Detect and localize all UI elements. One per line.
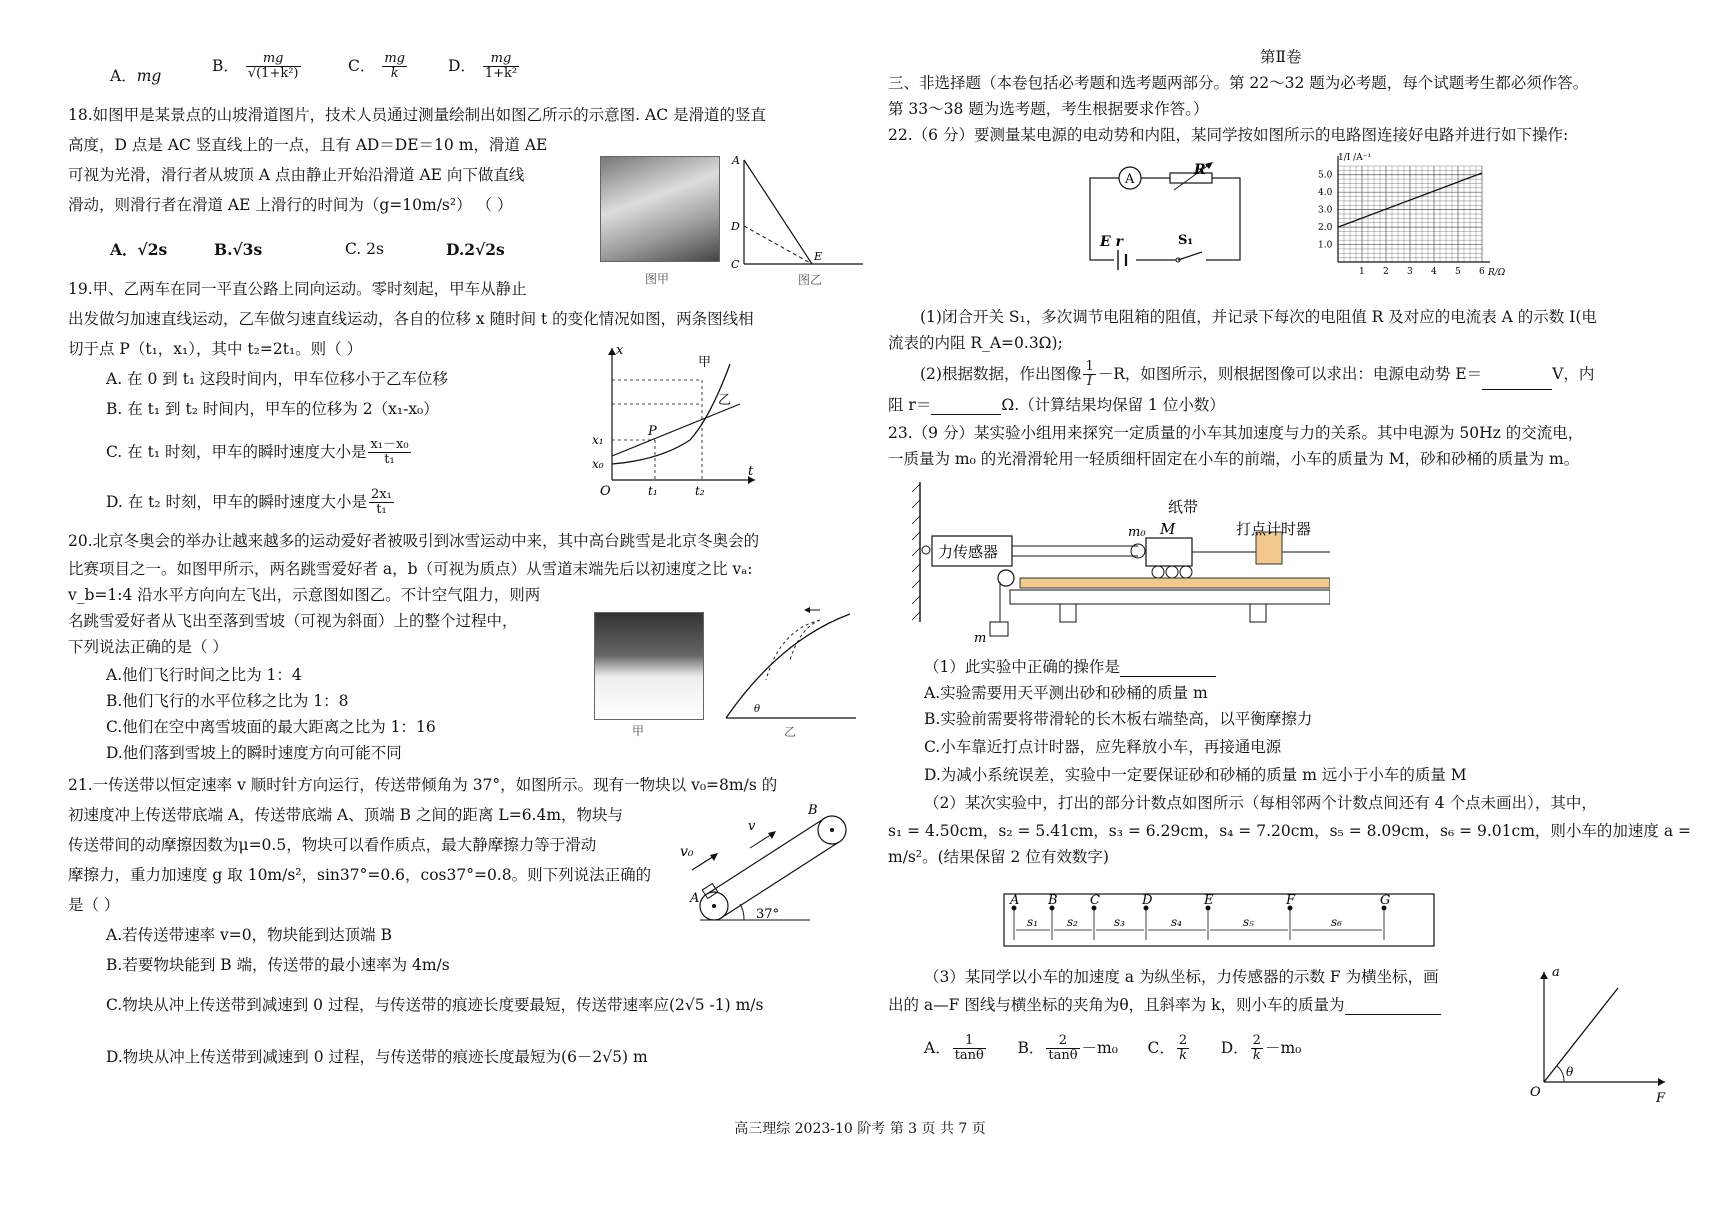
point-a-label: A [690, 891, 700, 906]
tape-segment-label: s₂ [1067, 915, 1078, 929]
af-origin-label: O [1530, 1085, 1541, 1100]
q23-part-1-option-c: C.小车靠近打点计时器，应先释放小车，再接通电源 [924, 738, 1282, 756]
af-a-label: a [1552, 966, 1560, 980]
ski-slope-diagram [720, 600, 860, 740]
tape-point-label: E [1204, 893, 1214, 908]
q20-option-b: B.他们飞行的水平位移之比为 1：8 [106, 692, 349, 710]
q19-line-2: 出发做匀加速直线运动，乙车做匀速直线运动，各自的位移 x 随时间 t 的变化情况如图，两条图线相 [68, 310, 754, 328]
paper-tape-label: 纸带 [1168, 498, 1199, 516]
q20-option-d: D.他们落到雪坡上的瞬时速度方向可能不同 [106, 744, 402, 762]
q18-option-b: B.√3s [214, 240, 263, 259]
q20-line-2: 比赛项目之一。如图甲所示，两名跳雪爱好者 a，b（可视为质点）从雪道末端先后以初速度之比 vₐ: [68, 560, 753, 578]
q19-line-1: 19.甲、乙两车在同一平直公路上同向运动。零时刻起，甲车从静止 [68, 280, 527, 298]
q23-part-2-line-1: （2）某次实验中，打出的部分计数点如图所示（每相邻两个计数点间还有 4 个点未画出），其中， [924, 794, 1597, 812]
page-footer: 高三理综 2023-10 阶考 第 3 页 共 7 页 [734, 1121, 986, 1137]
q17-option-b: B． $\frac{mg}{\text{√(1+k²)}}$ [212, 51, 299, 82]
graph-jia-label: 甲 [698, 355, 712, 370]
q23-part-1-option-b: B.实验前需要将带滑轮的长木板右端垫高，以平衡摩擦力 [924, 710, 1313, 728]
q19-line-3: 切于点 P（t₁，x₁），其中 t₂=2t₁。则（ ） [68, 340, 363, 358]
point-a-label: A [732, 154, 740, 167]
tape-segment-label: s₅ [1243, 915, 1254, 929]
mass-m-label: m [974, 631, 987, 646]
point-d-label: D [731, 220, 740, 233]
graph-t1-label: t₁ [648, 484, 658, 498]
af-theta-label: θ [1566, 1065, 1574, 1079]
part-2-title: 第Ⅱ卷 [1260, 48, 1302, 66]
q23-part-3-blank[interactable] [1345, 999, 1441, 1016]
apparatus-diagram [910, 482, 1330, 652]
q23-part-2-line-2: s₁ = 4.50cm，s₂ = 5.41cm，s₃ = 6.29cm，s₄ = 7.20cm，s₅ = 8.09cm，s₆ = 9.01cm，则小车的加速度 a = [888, 822, 1691, 840]
graph-x-axis-label: x [616, 343, 624, 358]
q22-step-1-line-2: 流表的内阻 R_A=0.3Ω); [888, 334, 1063, 352]
tape-segment-label: s₃ [1114, 915, 1125, 929]
x-t-graph [590, 340, 760, 500]
tape-point-label: D [1142, 893, 1153, 908]
q21-line-4: 摩擦力，重力加速度 g 取 10m/s²，sin37°=0.6，cos37°=0.8。则下列说法正确的 [68, 866, 652, 884]
graph-t-axis-label: t [748, 464, 754, 479]
q19-option-b: B. 在 t₁ 到 t₂ 时间内，甲车的位移为 2（x₁-x₀） [106, 400, 439, 418]
q20-line-4: 名跳雪爱好者从飞出至落到雪坡（可视为斜面）上的整个过程中， [68, 612, 518, 630]
right-column [880, 0, 1720, 1214]
graph-origin-label: O [600, 484, 611, 499]
slide-photo [600, 156, 720, 262]
x-tick-label: 6 [1479, 267, 1485, 277]
q20-line-1: 20.北京冬奥会的举办让越来越多的运动爱好者被吸引到冰雪运动中来，其中高台跳雪是北京冬奥会的 [68, 532, 760, 550]
y-tick-label: 3.0 [1318, 205, 1333, 216]
q20-fig-yi-label: 乙 [784, 725, 797, 739]
y-tick-label: 5.0 [1318, 170, 1333, 181]
q23-part-1-blank[interactable] [1120, 661, 1216, 678]
q20-option-a: A.他们飞行时间之比为 1：4 [106, 666, 302, 684]
q18-line-4: 滑动，则滑行者在滑道 AE 上滑行的时间为（g=10m/s²） （ ） [68, 196, 513, 214]
part-2-line-2: 第 33～38 题为选考题，考生根据要求作答。） [888, 100, 1209, 118]
q21-option-d: D.物块从冲上传送带到减速到 0 过程，与传送带的痕迹长度最短为(6－2√5) m [106, 1048, 648, 1066]
circuit-diagram [1080, 160, 1260, 270]
q20-line-5: 下列说法正确的是（ ） [68, 638, 228, 656]
switch-label: S₁ [1178, 233, 1194, 248]
ammeter-label: A [1125, 172, 1135, 187]
v0-label: v₀ [680, 844, 694, 860]
q18-line-2: 高度，D 点是 AC 竖直线上的一点，且有 AD＝DE＝10 m，滑道 AE [68, 136, 548, 154]
point-e-label: E [814, 250, 823, 263]
x-tick-label: 2 [1383, 267, 1389, 277]
force-sensor-label: 力传感器 [938, 543, 999, 561]
q23-line-1: 23.（9 分）某实验小组用来探究一定质量的小车其加速度与力的关系。其中电源为 50Hz 的交流电， [888, 424, 1584, 442]
q23-part-1-option-a: A.实验需要用天平测出砂和砂桶的质量 m [924, 684, 1208, 702]
q23-part-2-line-3: m/s²。(结果保留 2 位有效数字) [888, 848, 1109, 866]
emf-answer-blank[interactable] [1482, 373, 1552, 390]
x-tick-label: 4 [1431, 267, 1437, 277]
x-tick-label: 5 [1455, 267, 1461, 277]
tape-diagram [1000, 886, 1440, 956]
graph-x1-label: x₁ [592, 433, 604, 447]
tape-segment-label: s₄ [1171, 915, 1182, 929]
conveyor-diagram [680, 800, 860, 930]
y-tick-label: 1.0 [1318, 240, 1333, 251]
q19-option-d: D. 在 t₂ 时刻，甲车的瞬时速度大小是 $\frac{\text{2x₁}}{\text{t₁}}$ [106, 487, 392, 518]
q21-option-b: B.若要物块能到 B 端，传送带的最小速率为 4m/s [106, 956, 450, 974]
v-label: v [748, 819, 756, 834]
r-inverse-i-graph [1310, 150, 1510, 290]
fig-yi-label: 图乙 [798, 273, 823, 287]
tape-point-label: B [1048, 893, 1058, 908]
q22-step-1-line-1: (1)闭合开关 S₁，多次调节电阻箱的阻值，并记录下每次的电阻值 R 及对应的电流表 A 的示数 I(电 [920, 308, 1597, 326]
q20-line-3: v_b=1:4 沿水平方向向左飞出，示意图如图乙。不计空气阻力，则两 [68, 586, 541, 604]
q21-option-a: A.若传送带速率 v=0，物块能到达顶端 B [106, 926, 392, 944]
q18-option-c: C. 2s [345, 240, 384, 258]
tape-point-label: A [1010, 893, 1020, 908]
q23-line-2: 一质量为 m₀ 的光滑滑轮用一轻质细杆固定在小车的前端，小车的质量为 M，砂和砂桶的质量为 m。 [888, 450, 1580, 468]
point-b-label: B [808, 803, 818, 818]
tape-segment-label: s₁ [1027, 915, 1038, 929]
q17-option-a: A．mg [110, 67, 162, 85]
q17-option-d: D． $\frac{mg}{\text{1+k²}}$ [448, 51, 518, 82]
q17-option-c: C． $\frac{mg}{k}$ [348, 51, 405, 82]
q23-part-1-option-d: D.为减小系统误差，实验中一定要保证砂和砂桶的质量 m 远小于小车的质量 M [924, 766, 1467, 784]
q18-line-3: 可视为光滑，滑行者从坡顶 A 点由静止开始沿滑道 AE 向下做直线 [68, 166, 525, 184]
point-c-label: C [731, 258, 740, 271]
q23-part-3-line-1: （3）某同学以小车的加速度 a 为纵坐标，力传感器的示数 F 为横坐标，画 [924, 968, 1439, 986]
x-tick-label: 3 [1407, 267, 1413, 277]
q23-part-3-options [924, 1034, 1301, 1064]
angle-label: 37° [756, 907, 780, 922]
q22-intro: 22.（6 分）要测量某电源的电动势和内阻，某同学按如图所示的电路图连接好电路并进行如下操作: [888, 126, 1569, 144]
q18-line-1: 18.如图甲是某景点的山坡滑道图片，技术人员通过测量绘制出如图乙所示的示意图. AC 是滑道的竖直 [68, 106, 766, 124]
y-tick-label: 2.0 [1318, 223, 1333, 234]
q23-part-1: （1）此实验中正确的操作是 [924, 658, 1216, 677]
q23-p3-option-a: A． $\frac{1}{\tan\theta}$ [924, 1033, 984, 1064]
q19-option-c: C. 在 t₁ 时刻，甲车的瞬时速度大小是 $\frac{\text{x₁－x₀}}{\text{t₁}}$ [106, 437, 409, 468]
q21-line-2: 初速度冲上传送带底端 A，传送带底端 A、顶端 B 之间的距离 L=6.4m，物块与 [68, 806, 624, 824]
source-label: E r [1100, 234, 1123, 250]
graph-grid [1338, 166, 1482, 262]
ski-jump-photo [594, 612, 704, 720]
q23-part-3-line-2: 出的 a—F 图线与横坐标的夹角为θ，且斜率为 k，则小车的质量为 [888, 996, 1441, 1015]
af-f-label: F [1656, 1091, 1666, 1106]
tape-segment-label: s₆ [1331, 915, 1342, 929]
q22-step-2-line-2: 阻 r＝ Ω.（计算结果均保留 1 位小数） [888, 396, 1225, 414]
graph-ticks [1318, 171, 1485, 277]
graph-x0-label: x₀ [592, 457, 604, 471]
resistance-answer-blank[interactable] [931, 399, 1001, 416]
a-f-graph [1520, 966, 1670, 1106]
tape-points [1009, 893, 1390, 940]
x-tick-label: 1 [1359, 267, 1365, 277]
graph-p-label: P [648, 424, 657, 439]
q21-line-3: 传送带间的动摩擦因数为μ=0.5，物块可以看作质点，最大静摩擦力等于滑动 [68, 836, 597, 854]
part-2-line-1: 三、非选择题（本卷包括必考题和选考题两部分。第 22～32 题为必考题，每个试题考生都必须作答。 [888, 74, 1589, 92]
q23-p3-option-d: D． $\frac{2}{k}$ －m₀ [1220, 1033, 1302, 1064]
timer-label: 打点计时器 [1236, 520, 1312, 538]
q21-line-5: 是（ ） [68, 896, 120, 914]
slope-diagram [728, 150, 868, 290]
q20-option-c: C.他们在空中离雪坡面的最大距离之比为 1：16 [106, 718, 436, 736]
tape-point-label: F [1286, 893, 1296, 908]
q18-option-a: A．√2s [110, 240, 168, 259]
q20-fig-jia-label: 甲 [632, 724, 645, 738]
q23-p3-option-c: C． $\frac{2}{k}$ [1147, 1033, 1188, 1064]
slope-theta-label: θ [754, 704, 761, 715]
y-tick-label: 4.0 [1318, 188, 1333, 199]
tape-point-label: G [1380, 893, 1391, 908]
fig-jia-label: 图甲 [645, 272, 670, 286]
graph-yi-label: 乙 [718, 393, 732, 408]
graph-x-label: R/Ω [1488, 268, 1506, 278]
q22-step-2-line: (2)根据数据，作出图像 $\frac{1}{I}$ －R，如图所示，则根据图像可以求出：电源电动势 E＝ V，内 [920, 359, 1595, 390]
cart-m-label: M [1160, 520, 1176, 538]
q21-line-1: 21.一传送带以恒定速率 v 顺时针方向运行，传送带倾角为 37°，如图所示。现有一物块以 v₀=8m/s 的 [68, 776, 778, 794]
tape-point-label: C [1090, 893, 1100, 908]
graph-y-label: 1/I /A⁻¹ [1338, 153, 1372, 163]
graph-t2-label: t₂ [695, 484, 705, 498]
rheostat-label: R [1194, 162, 1206, 178]
q21-option-c: C.物块从冲上传送带到减速到 0 过程，与传送带的痕迹长度要最短，传送带速率应(2√5 -1) m/s [106, 996, 764, 1014]
m0-label: m₀ [1128, 525, 1146, 540]
q23-p3-option-b: B． $\frac{2}{\tan\theta}$ －m₀ [1017, 1033, 1118, 1064]
q19-option-a: A. 在 0 到 t₁ 这段时间内，甲车位移小于乙车位移 [106, 370, 449, 388]
q18-option-d: D.2√2s [446, 240, 505, 259]
